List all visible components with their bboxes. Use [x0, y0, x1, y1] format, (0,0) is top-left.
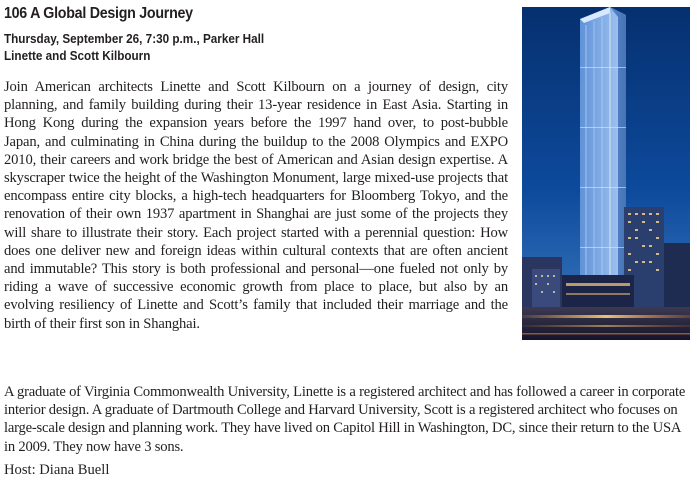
event-host: Host: Diana Buell — [4, 462, 110, 478]
event-date-location: Thursday, September 26, 7:30 p.m., Parker Hall — [4, 32, 265, 46]
event-speakers: Linette and Scott Kilbourn — [4, 49, 151, 63]
event-title: 106 A Global Design Journey — [4, 5, 193, 22]
event-description: Join American architects Linette and Scott Kilbourn on a journey of design, city planning, and family building during their 13-year residence in East Asia. Starting in Hong Kong during the expansion years before the 1997 hand over, to post-bubble Japan, and culminating in China during the buildup to the 2008 Olympics and EXPO 2010, their careers and work bridge the best of American and Asian design expertise. A skyscraper twice the height of the Washington Monument, large mixed-use projects that encompass entire city blocks, a high-tech headquarters for Bloomberg Tokyo, and the renovation of their own 1937 apartment in Shanghai are just some of the projects they will share to illustrate their story. Each project started with a perennial question: How does one deliver new and foreign ideas within cultural contexts that are often ancient and immutable? This story is both professional and personal—one fueled not only by riding a wave of successive economic growth from place to place, but also by an evolving resiliency of Linette and Scott’s family that included their marriage and the birth of their first son in Shanghai. — [4, 79, 508, 332]
speakers-biography: A graduate of Virginia Commonwealth University, Linette is a registered architect and has followed a career in corporate interior design. A graduate of Dartmouth College and Harvard University, Scott is a registered architect who focuses on large-scale design and planning work. They have lived on Capitol Hill in Washington, DC, since their return to the USA in 2009. They now have 3 sons. — [4, 384, 686, 455]
skyscraper-illustration — [522, 7, 690, 340]
skyscraper-photo — [522, 7, 690, 340]
